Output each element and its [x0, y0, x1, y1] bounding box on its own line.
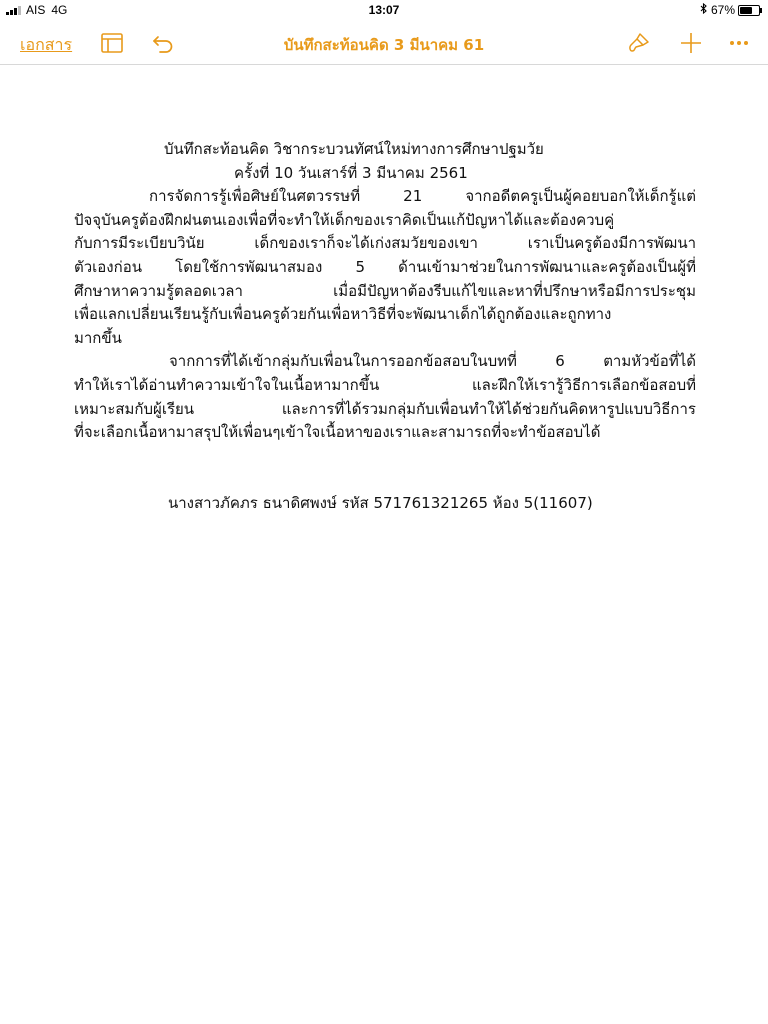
paragraph-line: กับการมีระเบียบวินัย เด็กของเราก็จะได้เก่งสมวัยของเขา เราเป็นครูต้องมีการพัฒนา: [74, 234, 696, 253]
document-toolbar: [0, 22, 768, 65]
add-icon[interactable]: [678, 30, 704, 56]
paragraph-line: ทำให้เราได้อ่านทำความเข้าใจในเนื้อหามากขึ้น และฝึกให้เรารู้วิธีการเลือกข้อสอบที่: [74, 375, 696, 394]
bluetooth-icon: [700, 3, 708, 17]
blank-spacer: [74, 445, 696, 492]
paragraph-line: เพื่อแลกเปลี่ยนเรียนรู้กับเพื่อนครูด้วยกันเพื่อหาวิธีที่จะพัฒนาเด็กได้ถูกต้องและถูกทาง: [74, 305, 612, 324]
document-title[interactable]: บันทึกสะท้อนคิด 3 มีนาคม 61: [283, 36, 485, 54]
paragraph-line: จากการที่ได้เข้ากลุ่มกับเพื่อนในการออกข้อสอบในบทที่ 6 ตามหัวข้อที่ได้: [169, 352, 696, 371]
format-brush-icon[interactable]: [626, 30, 652, 56]
document-body[interactable]: [74, 138, 696, 515]
paragraph-line: ศึกษาหาความรู้ตลอดเวลา เมื่อมีปัญหาต้องรีบแก้ไขและหาที่ปรึกษาหรือมีการประชุม: [74, 281, 696, 300]
paragraph-line: ที่จะเลือกเนื้อหามาสรุปให้เพื่อนๆเข้าใจเนื้อหาของเราและสามารถที่จะทำข้อสอบได้: [74, 423, 601, 442]
paragraph-2: [74, 350, 696, 444]
more-icon[interactable]: [727, 30, 753, 56]
carrier-name: AIS: [26, 3, 46, 17]
status-right: [700, 3, 760, 17]
network-type: 4G: [51, 3, 68, 17]
documents-back-button[interactable]: เอกสาร: [20, 35, 73, 54]
document-heading: บันทึกสะท้อนคิด วิชากระบวนทัศน์ใหม่ทางการศึกษาปฐมวัย: [164, 140, 544, 158]
paragraph-1: [74, 185, 696, 350]
signature-line: นางสาวภัคภร ธนาดิศพงษ์ รหัส 571761321265 ห้อง 5(11607): [168, 493, 593, 512]
status-time: 13:07: [368, 3, 400, 17]
paragraph-line: การจัดการรู้เพื่อศิษย์ในศตวรรษที่ 21 จากอดีตครูเป็นผู้คอยบอกให้เด็กรู้แต่: [149, 187, 696, 206]
paragraph-line: ปัจจุบันครูต้องฝึกฝนตนเองเพื่อที่จะทำให้เด็กของเราคิดเป็นแก้ปัญหาได้และต้องควบคู่: [74, 210, 615, 229]
paragraph-line: ตัวเองก่อน โดยใช้การพัฒนาสมอง 5 ด้านเข้ามาช่วยในการพัฒนาและครูต้องเป็นผู้ที่: [74, 257, 696, 276]
paragraph-line: เหมาะสมกับผู้เรียน และการที่ได้รวมกลุ่มกับเพื่อนทำให้ได้ช่วยกันคิดหารูปแบบวิธีการ: [74, 399, 696, 418]
battery-icon: [738, 5, 760, 16]
status-bar: [0, 0, 768, 22]
battery-percent: 67%: [710, 3, 735, 17]
paragraph-line: มากขึ้น: [74, 328, 122, 347]
document-subheading: ครั้งที่ 10 วันเสาร์ที่ 3 มีนาคม 2561: [234, 163, 468, 182]
